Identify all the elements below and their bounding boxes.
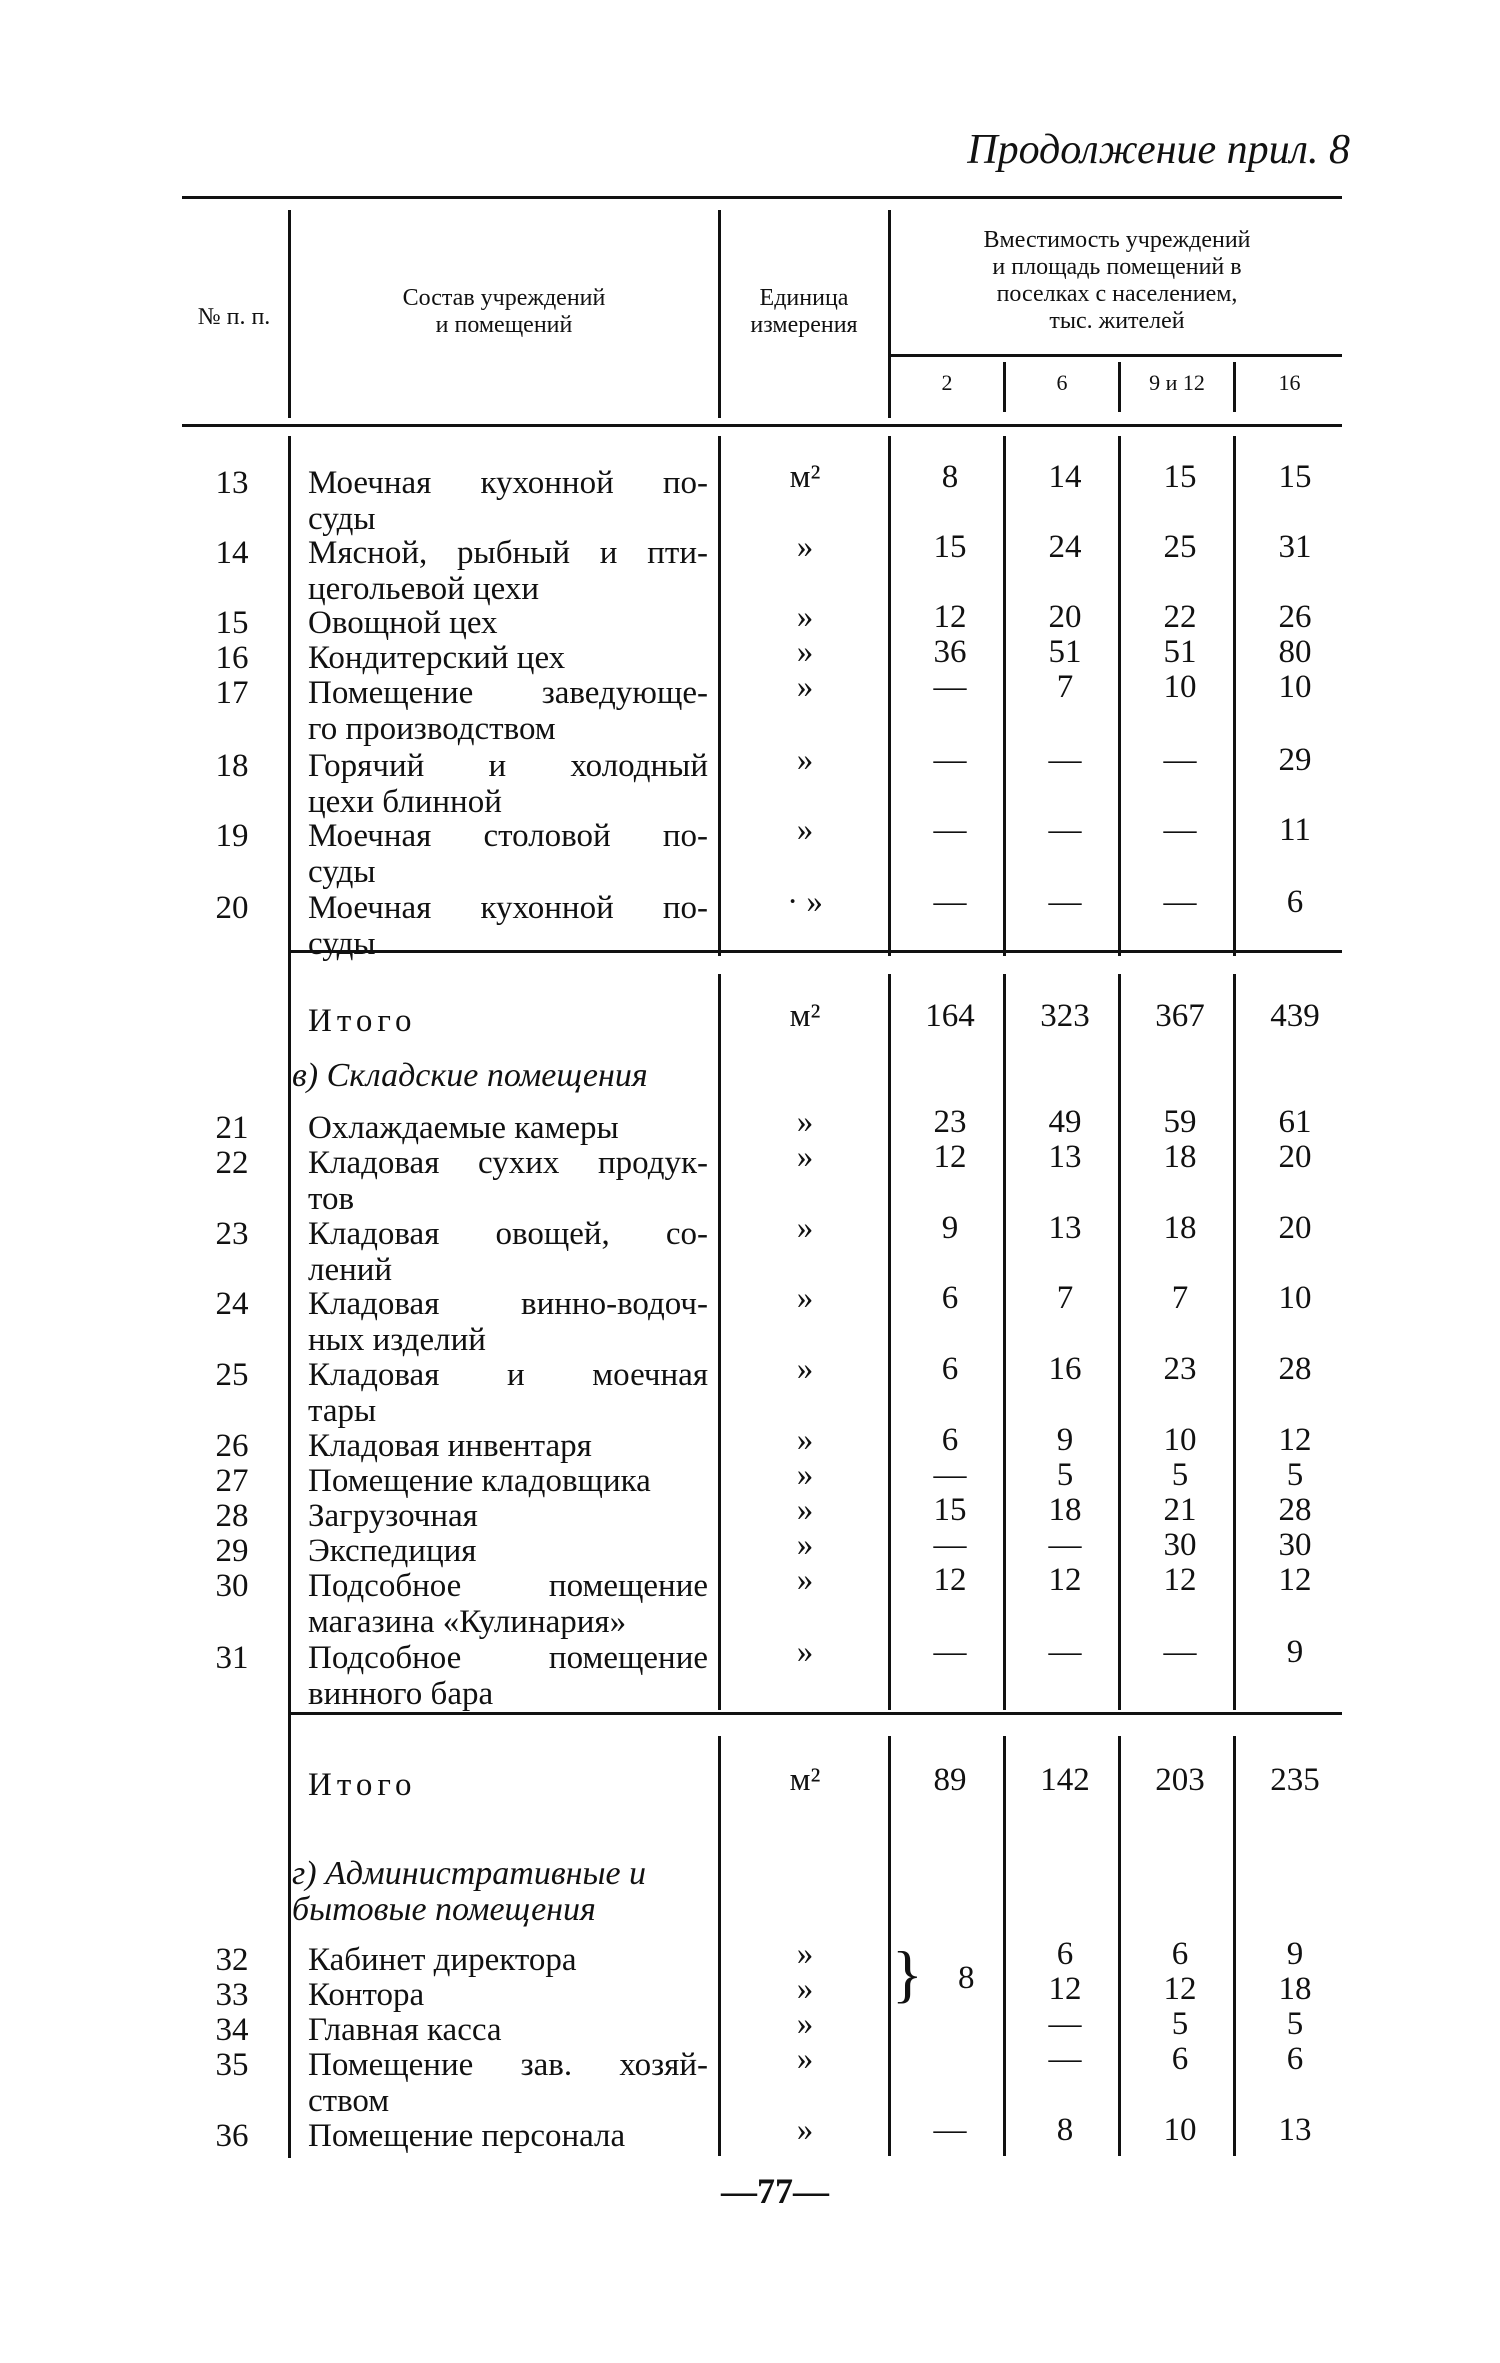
storage-row-unit: » xyxy=(796,1104,814,1140)
header-col-unit xyxy=(722,285,886,339)
kitchen-row-description-line2: цехи блинной xyxy=(308,784,502,820)
storage-row-description-line1: Помещение кладовщика xyxy=(308,1463,651,1499)
storage-row-value-6: 12 xyxy=(1048,1562,1082,1598)
header-col-capacity-line1: Вместимость учреждений xyxy=(983,227,1251,253)
kitchen-row-number: 13 xyxy=(215,465,249,501)
storage-row-value-2: 9 xyxy=(941,1210,959,1246)
storage-row-value-9-12: 5 xyxy=(1171,1457,1189,1493)
storage-row-description-line1: Кладовая винно-водоч- xyxy=(308,1286,708,1322)
kitchen-row-description xyxy=(308,465,708,537)
section-heading-admin-line2: бытовые помещения xyxy=(292,1891,596,1928)
kitchen-row-value-9-12: — xyxy=(1163,812,1197,848)
header-col-desc xyxy=(292,285,716,339)
kitchen-row-value-6: — xyxy=(1048,884,1082,920)
storage-row-number: 25 xyxy=(215,1357,249,1393)
body-vline-9-b xyxy=(1118,974,1121,1710)
admin-row-number: 32 xyxy=(215,1942,249,1978)
admin-row-value-16: 6 xyxy=(1286,2041,1304,2077)
body-vline-2-a xyxy=(888,436,891,956)
rule-top xyxy=(182,196,1342,199)
storage-row-description-line2: магазина «Кулинария» xyxy=(308,1604,627,1640)
body-vline-unit-b xyxy=(718,974,721,1710)
storage-row-unit: » xyxy=(796,1562,814,1598)
storage-row-value-16: 61 xyxy=(1278,1104,1312,1140)
kitchen-row-value-9-12: 10 xyxy=(1163,669,1197,705)
storage-row-value-6: — xyxy=(1048,1527,1082,1563)
kitchen-row-value-6: 14 xyxy=(1048,459,1082,495)
kitchen-row-value-6: — xyxy=(1048,742,1082,778)
storage-row-value-2: 12 xyxy=(933,1562,967,1598)
total1-unit: м² xyxy=(789,998,821,1034)
storage-row-number: 23 xyxy=(215,1216,249,1252)
body-vline-16-c xyxy=(1233,1736,1236,2156)
storage-row-number: 31 xyxy=(215,1640,249,1676)
storage-row-description-line1: Подсобное помещение xyxy=(308,1640,708,1676)
storage-row-description xyxy=(308,1428,708,1464)
admin-row-value-9-12: 10 xyxy=(1163,2112,1197,2148)
storage-row-value-16: 9 xyxy=(1286,1634,1304,1670)
kitchen-row-description-line1: Овощной цех xyxy=(308,605,498,641)
storage-row-unit: » xyxy=(796,1351,814,1387)
header-cap-6: 6 xyxy=(1056,370,1068,395)
kitchen-row-description xyxy=(308,675,708,747)
storage-row-unit: » xyxy=(796,1139,814,1175)
admin-row-unit: » xyxy=(796,2006,814,2042)
storage-row-description-line2: тов xyxy=(308,1181,355,1217)
storage-row-value-6: — xyxy=(1048,1634,1082,1670)
storage-row-value-9-12: 10 xyxy=(1163,1422,1197,1458)
kitchen-row-value-9-12: 15 xyxy=(1163,459,1197,495)
header-col-unit-line2: измерения xyxy=(750,312,858,338)
header-col-capacity-line2: и площадь помещений в xyxy=(992,254,1242,280)
storage-row-value-16: 10 xyxy=(1278,1280,1312,1316)
storage-row-value-2: — xyxy=(933,1634,967,1670)
kitchen-row-value-9-12: 51 xyxy=(1163,634,1197,670)
kitchen-row-value-9-12: — xyxy=(1163,884,1197,920)
kitchen-row-value-9-12: 25 xyxy=(1163,529,1197,565)
storage-row-value-6: 18 xyxy=(1048,1492,1082,1528)
storage-row-value-6: 49 xyxy=(1048,1104,1082,1140)
admin-row-value-6: 6 xyxy=(1056,1936,1074,1972)
body-vline-6-c xyxy=(1003,1736,1006,2156)
storage-row-value-16: 28 xyxy=(1278,1351,1312,1387)
storage-row-description-line1: Охлаждаемые камеры xyxy=(308,1110,619,1146)
kitchen-row-value-2: 12 xyxy=(933,599,967,635)
storage-row-unit: » xyxy=(796,1457,814,1493)
header-col-capacity xyxy=(892,227,1342,335)
kitchen-row-unit: » xyxy=(796,812,814,848)
kitchen-row-value-2: — xyxy=(933,669,967,705)
kitchen-row-value-2: — xyxy=(933,742,967,778)
header-col-unit-line1: Единица xyxy=(759,285,849,311)
kitchen-row-description-line2: суды xyxy=(308,854,376,890)
rule-subheader xyxy=(888,354,1342,357)
admin-row-value-9-12: 6 xyxy=(1171,1936,1189,1972)
storage-row-unit: » xyxy=(796,1280,814,1316)
kitchen-row-description-line1: Моечная столовой по- xyxy=(308,818,708,854)
admin-row-value-6: 12 xyxy=(1048,1971,1082,2007)
kitchen-row-value-9-12: — xyxy=(1163,742,1197,778)
header-vline-3 xyxy=(888,210,891,418)
kitchen-row-value-9-12: 22 xyxy=(1163,599,1197,635)
table-caption: Продолжение прил. 8 xyxy=(967,127,1350,173)
storage-row-value-2: — xyxy=(933,1527,967,1563)
total2-label: Итого xyxy=(308,1767,417,1803)
storage-row-value-2: 15 xyxy=(933,1492,967,1528)
kitchen-row-value-16: 11 xyxy=(1279,812,1311,848)
storage-row-value-9-12: 59 xyxy=(1163,1104,1197,1140)
storage-row-value-9-12: 18 xyxy=(1163,1210,1197,1246)
admin-row-value-16: 13 xyxy=(1278,2112,1312,2148)
kitchen-row-unit: » xyxy=(796,742,814,778)
kitchen-row-number: 14 xyxy=(215,535,249,571)
total1-label: Итого xyxy=(308,1003,417,1039)
admin-row-unit: » xyxy=(796,2041,814,2077)
storage-row-value-16: 20 xyxy=(1278,1210,1312,1246)
body-vline-9-a xyxy=(1118,436,1121,956)
admin-row-value-16: 18 xyxy=(1278,1971,1312,2007)
header-col-capacity-line3: поселках с населением, xyxy=(996,281,1238,307)
admin-row-description-line1: Помещение зав. хозяй- xyxy=(308,2047,708,2083)
storage-row-description-line2: винного бара xyxy=(308,1676,494,1712)
admin-row-description-line1: Кабинет директора xyxy=(308,1942,577,1978)
header-col-capacity-line4: тыс. жителей xyxy=(1049,308,1185,334)
total2-v16: 235 xyxy=(1270,1762,1320,1798)
storage-row-description xyxy=(308,1463,708,1499)
admin-row-value-16: 5 xyxy=(1286,2006,1304,2042)
storage-row-value-6: 7 xyxy=(1056,1280,1074,1316)
admin-row-value-9-12: 6 xyxy=(1171,2041,1189,2077)
storage-row-description-line1: Кладовая сухих продук- xyxy=(308,1145,708,1181)
storage-row-unit: » xyxy=(796,1634,814,1670)
admin-row-unit: » xyxy=(796,1936,814,1972)
storage-row-description-line2: ных изделий xyxy=(308,1322,486,1358)
header-col-desc-line1: Состав учреждений xyxy=(402,285,606,311)
admin-row-description xyxy=(308,1942,708,1978)
kitchen-row-unit: » xyxy=(796,599,814,635)
storage-row-value-9-12: 30 xyxy=(1163,1527,1197,1563)
admin-row-number: 36 xyxy=(215,2118,249,2154)
kitchen-row-unit: » xyxy=(796,669,814,705)
storage-row-description xyxy=(308,1533,708,1569)
header-col-number: № п. п. xyxy=(197,304,271,330)
admin-row-value-9-12: 12 xyxy=(1163,1971,1197,2007)
kitchen-row-description xyxy=(308,818,708,890)
header-vline-1 xyxy=(288,210,291,418)
merged-value-32-33: 8 xyxy=(958,1960,975,1996)
total1-v16: 439 xyxy=(1270,998,1320,1034)
storage-row-description xyxy=(308,1145,708,1217)
kitchen-row-value-6: 51 xyxy=(1048,634,1082,670)
storage-row-value-16: 20 xyxy=(1278,1139,1312,1175)
storage-row-description xyxy=(308,1286,708,1358)
storage-row-description xyxy=(308,1640,708,1712)
storage-row-value-6: 16 xyxy=(1048,1351,1082,1387)
storage-row-value-16: 5 xyxy=(1286,1457,1304,1493)
kitchen-row-description xyxy=(308,535,708,607)
kitchen-row-value-16: 6 xyxy=(1286,884,1304,920)
admin-row-description-line1: Контора xyxy=(308,1977,425,2013)
storage-row-number: 24 xyxy=(215,1286,249,1322)
kitchen-row-number: 16 xyxy=(215,640,249,676)
storage-row-description xyxy=(308,1216,708,1288)
admin-row-unit: » xyxy=(796,1971,814,2007)
storage-row-unit: » xyxy=(796,1492,814,1528)
kitchen-row-description xyxy=(308,890,708,962)
kitchen-row-value-2: 36 xyxy=(933,634,967,670)
total1-v2: 164 xyxy=(925,998,975,1034)
storage-row-value-6: 13 xyxy=(1048,1210,1082,1246)
kitchen-row-value-16: 15 xyxy=(1278,459,1312,495)
admin-row-value-2: — xyxy=(933,2112,967,2148)
storage-row-description-line2: тары xyxy=(308,1393,377,1429)
storage-row-number: 30 xyxy=(215,1568,249,1604)
kitchen-row-value-2: 15 xyxy=(933,529,967,565)
admin-row-value-9-12: 5 xyxy=(1171,2006,1189,2042)
kitchen-row-number: 15 xyxy=(215,605,249,641)
body-vline-2-b xyxy=(888,974,891,1710)
admin-row-number: 35 xyxy=(215,2047,249,2083)
kitchen-row-description xyxy=(308,640,708,676)
kitchen-row-value-16: 26 xyxy=(1278,599,1312,635)
storage-row-description-line1: Кладовая инвентаря xyxy=(308,1428,592,1464)
kitchen-row-unit: · » xyxy=(787,884,823,920)
storage-row-value-2: — xyxy=(933,1457,967,1493)
kitchen-row-value-16: 80 xyxy=(1278,634,1312,670)
kitchen-row-description-line1: Мясной, рыбный и пти- xyxy=(308,535,708,571)
storage-row-value-2: 12 xyxy=(933,1139,967,1175)
header-vline-4 xyxy=(1003,362,1006,412)
header-col-desc-line2: и помещений xyxy=(435,312,573,338)
kitchen-row-value-6: 20 xyxy=(1048,599,1082,635)
storage-row-value-9-12: 23 xyxy=(1163,1351,1197,1387)
brace-icon: } xyxy=(892,1938,923,2009)
kitchen-row-description-line1: Моечная кухонной по- xyxy=(308,465,708,501)
storage-row-number: 21 xyxy=(215,1110,249,1146)
admin-row-description-line1: Помещение персонала xyxy=(308,2118,626,2154)
total2-v9: 203 xyxy=(1155,1762,1205,1798)
storage-row-value-2: 6 xyxy=(941,1280,959,1316)
admin-row-value-6: 8 xyxy=(1056,2112,1074,2148)
storage-row-value-16: 28 xyxy=(1278,1492,1312,1528)
admin-row-unit: » xyxy=(796,2112,814,2148)
header-vline-5 xyxy=(1118,362,1121,412)
storage-row-value-9-12: 21 xyxy=(1163,1492,1197,1528)
kitchen-row-value-2: — xyxy=(933,884,967,920)
storage-row-unit: » xyxy=(796,1210,814,1246)
kitchen-row-description-line2: суды xyxy=(308,926,376,962)
header-vline-2 xyxy=(718,210,721,418)
storage-row-value-9-12: 12 xyxy=(1163,1562,1197,1598)
body-vline-16-b xyxy=(1233,974,1236,1710)
storage-row-value-16: 12 xyxy=(1278,1422,1312,1458)
admin-row-description xyxy=(308,2047,708,2119)
storage-row-description xyxy=(308,1110,708,1146)
header-cap-9-12: 9 и 12 xyxy=(1149,370,1205,395)
kitchen-row-description-line1: Кондитерский цех xyxy=(308,640,566,676)
storage-row-unit: » xyxy=(796,1422,814,1458)
storage-row-value-6: 5 xyxy=(1056,1457,1074,1493)
storage-row-number: 27 xyxy=(215,1463,249,1499)
section-heading-admin-line1: г) Административные и xyxy=(292,1855,647,1892)
kitchen-row-number: 17 xyxy=(215,675,249,711)
kitchen-row-value-2: 8 xyxy=(941,459,959,495)
storage-row-description-line1: Загрузочная xyxy=(308,1498,478,1534)
rule-total2 xyxy=(290,1712,1342,1715)
storage-row-value-9-12: 18 xyxy=(1163,1139,1197,1175)
kitchen-row-number: 20 xyxy=(215,890,249,926)
admin-row-value-6: — xyxy=(1048,2041,1082,2077)
kitchen-row-description-line1: Помещение заведующе- xyxy=(308,675,708,711)
storage-row-description xyxy=(308,1568,708,1640)
section-heading-admin xyxy=(292,1856,646,1928)
storage-row-number: 26 xyxy=(215,1428,249,1464)
storage-row-unit: » xyxy=(796,1527,814,1563)
kitchen-row-value-6: 7 xyxy=(1056,669,1074,705)
kitchen-row-description xyxy=(308,605,708,641)
storage-row-description-line1: Подсобное помещение xyxy=(308,1568,708,1604)
header-cap-16: 16 xyxy=(1278,370,1301,395)
admin-row-description xyxy=(308,1977,708,2013)
header-vline-6 xyxy=(1233,362,1236,412)
total2-v6: 142 xyxy=(1040,1762,1090,1798)
header-cap-2: 2 xyxy=(941,370,953,395)
storage-row-description-line1: Экспедиция xyxy=(308,1533,477,1569)
storage-row-description-line1: Кладовая и моечная xyxy=(308,1357,708,1393)
kitchen-row-value-16: 10 xyxy=(1278,669,1312,705)
rule-header-bottom xyxy=(182,424,1342,427)
kitchen-row-number: 19 xyxy=(215,818,249,854)
storage-row-number: 22 xyxy=(215,1145,249,1181)
kitchen-row-unit: » xyxy=(796,634,814,670)
storage-row-description xyxy=(308,1498,708,1534)
kitchen-row-description-line2: цегольевой цехи xyxy=(308,571,540,607)
admin-row-number: 34 xyxy=(215,2012,249,2048)
storage-row-description-line1: Кладовая овощей, со- xyxy=(308,1216,708,1252)
body-vline-left xyxy=(288,436,291,2158)
kitchen-row-description xyxy=(308,748,708,820)
storage-row-value-6: 13 xyxy=(1048,1139,1082,1175)
kitchen-row-value-16: 31 xyxy=(1278,529,1312,565)
storage-row-value-6: 9 xyxy=(1056,1422,1074,1458)
total2-unit: м² xyxy=(789,1762,821,1798)
admin-row-description-line2: ством xyxy=(308,2083,390,2119)
storage-row-value-2: 6 xyxy=(941,1351,959,1387)
kitchen-row-value-16: 29 xyxy=(1278,742,1312,778)
body-vline-unit-a xyxy=(718,436,721,956)
storage-row-value-9-12: — xyxy=(1163,1634,1197,1670)
admin-row-value-16: 9 xyxy=(1286,1936,1304,1972)
kitchen-row-description-line1: Моечная кухонной по- xyxy=(308,890,708,926)
total1-v9: 367 xyxy=(1155,998,1205,1034)
kitchen-row-description-line2: суды xyxy=(308,501,376,537)
body-vline-2-c xyxy=(888,1736,891,2156)
kitchen-row-unit: » xyxy=(796,529,814,565)
admin-row-number: 33 xyxy=(215,1977,249,2013)
storage-row-number: 29 xyxy=(215,1533,249,1569)
body-vline-6-a xyxy=(1003,436,1006,956)
body-vline-16-a xyxy=(1233,436,1236,956)
body-vline-9-c xyxy=(1118,1736,1121,2156)
storage-row-value-2: 6 xyxy=(941,1422,959,1458)
storage-row-description xyxy=(308,1357,708,1429)
total2-v2: 89 xyxy=(933,1762,967,1798)
storage-row-number: 28 xyxy=(215,1498,249,1534)
storage-row-description-line2: лений xyxy=(308,1252,393,1288)
admin-row-description xyxy=(308,2012,708,2048)
body-vline-unit-c xyxy=(718,1736,721,2156)
kitchen-row-value-2: — xyxy=(933,812,967,848)
storage-row-value-2: 23 xyxy=(933,1104,967,1140)
admin-row-description xyxy=(308,2118,708,2154)
storage-row-value-9-12: 7 xyxy=(1171,1280,1189,1316)
page-number: —77— xyxy=(721,2171,829,2211)
kitchen-row-value-6: 24 xyxy=(1048,529,1082,565)
kitchen-row-description-line2: го производством xyxy=(308,711,556,747)
storage-row-value-16: 30 xyxy=(1278,1527,1312,1563)
kitchen-row-value-6: — xyxy=(1048,812,1082,848)
kitchen-row-unit: м² xyxy=(789,459,821,495)
admin-row-value-6: — xyxy=(1048,2006,1082,2042)
section-heading-storage: в) Складские помещения xyxy=(292,1057,648,1094)
body-vline-6-b xyxy=(1003,974,1006,1710)
admin-row-description-line1: Главная касса xyxy=(308,2012,502,2048)
total1-v6: 323 xyxy=(1040,998,1090,1034)
kitchen-row-description-line1: Горячий и холодный xyxy=(308,748,708,784)
kitchen-row-number: 18 xyxy=(215,748,249,784)
storage-row-value-16: 12 xyxy=(1278,1562,1312,1598)
